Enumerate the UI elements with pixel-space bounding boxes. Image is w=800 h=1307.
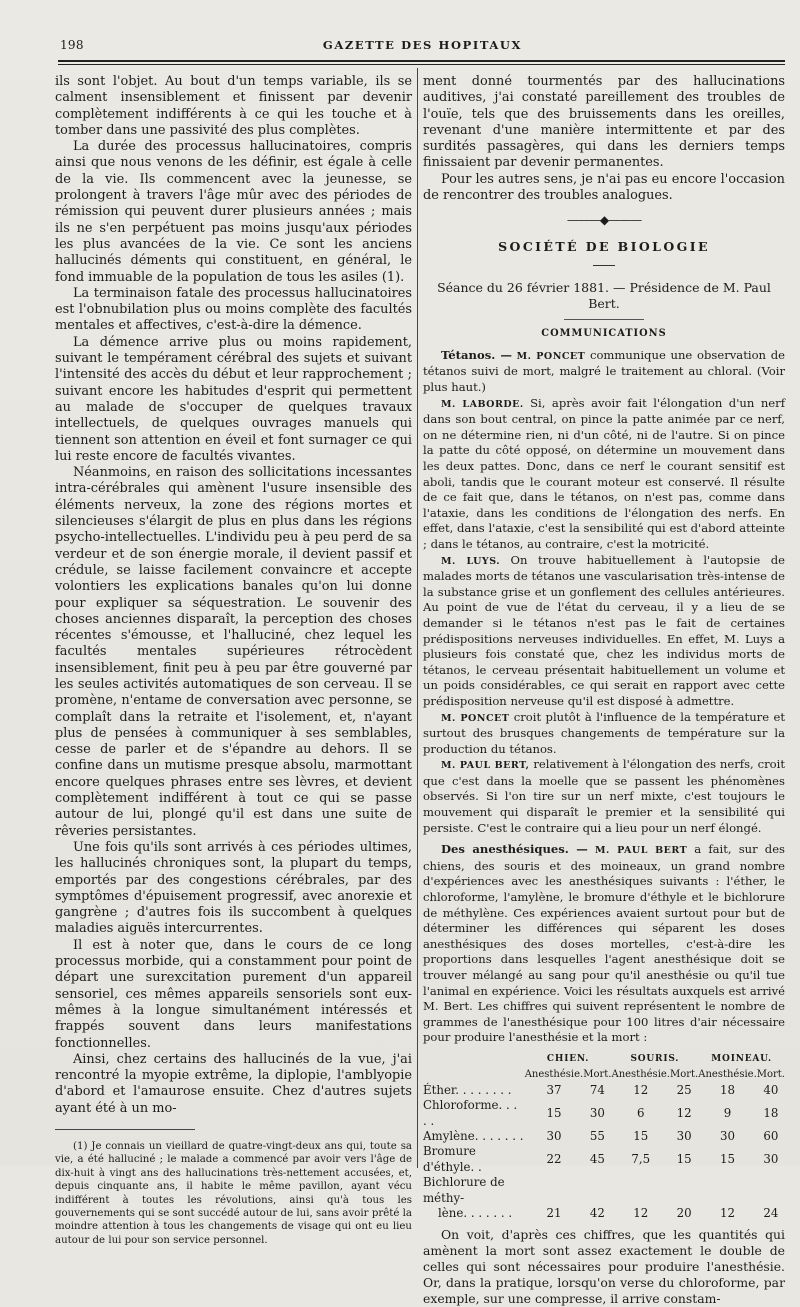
row-label: Bromure d'éthyle. .	[423, 1144, 482, 1174]
cell: 18	[763, 1105, 779, 1120]
right-column	[423, 74, 785, 1307]
speaker-name: M. PAUL BERT,	[441, 760, 530, 772]
report-text: Si, après avoir fait l'élongation d'un nerf dans son bout central, on pince la patte animée par ce nerf, on ne détermine rien, ni d'un côté, ni de l'autre. Si on pince la patte du côté opposé, on détermine un mouvement dans les deux pattes. Donc, dans ce nerf le courant sensitif est aboli, tandis que le courant moteur est conservé. Il résulte de ce fait que, dans le tétanos, on n'est pas, comme dans l'ataxie, dans les conditions de l'élongation des nerfs. En effet, dans l'ataxie, c'est la sensibilité qui est d'abord atteinte ; dans le tétanos, au contraire, c'est la motricité.	[423, 395, 785, 551]
page-header	[60, 38, 785, 60]
paragraph: La démence arrive plus ou moins rapidement, suivant le tempérament cérébral des sujets et suivant l'intensité des accès du début et leur rapprochement ; suivant encore les habitudes d'esprit qui permettent au malade de s'occuper de quelques travaux intellectuels, de quelques ouvrages manuels qui tiennent son attention en éveil et font surnager ce qui lui reste encore de facultés vivantes.	[55, 334, 412, 464]
column-separator	[417, 68, 418, 1168]
paragraph: Une fois qu'ils sont arrivés à ces périodes ultimes, les hallucinés chroniques sont, la plupart du temps, emportés par des congestions cérébrales, par des symptômes d'épuisement progressif, avec anorexie et gangrène ; d'autres fois ils succombent à quelques maladies aiguës intercurrentes.	[55, 839, 412, 937]
cell: 30	[589, 1105, 605, 1120]
cell: 55	[589, 1129, 605, 1144]
report-text: relativement à l'élongation des nerfs, croit que c'est dans la moelle que se passent les phénomènes observés. Si l'on tire sur un nerf mixte, c'est toujours le mouvement qui disparaît le premier et la sensibilité qui persiste. C'est le contraire qui a lieu pour un nerf élongé.	[423, 757, 786, 835]
header-rule-thin	[58, 64, 785, 65]
cell: 18	[719, 1082, 735, 1097]
journal-title: GAZETTE DES HOPITAUX	[322, 38, 523, 52]
table-row	[423, 1175, 785, 1206]
cell: 30	[763, 1152, 779, 1167]
column-header: Mort.	[669, 1069, 699, 1081]
report-text: croit plutôt à l'influence de la température et surtout des brusques changements de température sur la production du tétanos.	[423, 709, 786, 756]
cell: 30	[676, 1129, 692, 1144]
row-label: Chloroforme. . . . .	[423, 1098, 518, 1128]
speaker-name: M. PONCET	[516, 350, 586, 362]
cell: 37	[546, 1082, 562, 1097]
results-table	[423, 1052, 785, 1221]
row-label: Bichlorure de méthy-	[423, 1175, 505, 1205]
title-rule	[593, 265, 615, 266]
cell: 12	[633, 1206, 649, 1221]
paragraph: ment donné tourmentés par des hallucinations auditives, j'ai constaté pareillement des troubles de l'ouïe, tels que des bruissements dans les oreilles, revenant d'une manière intermittente et par des surdités passagères, qui dans les derniers temps finissaient par devenir permanentes.	[423, 74, 785, 171]
section-ornament: ———◆———	[566, 213, 642, 228]
paragraph: La terminaison fatale des processus hallucinatoires est l'obnubilation plus ou moins complète des facultés mentales et affectives, c'est-à-dire la démence.	[55, 285, 412, 334]
report-paragraph	[423, 710, 785, 758]
closing-paragraph: On voit, d'après ces chiffres, que les quantités qui amènent la mort sont assez exactement le double de celles qui sont nécessaires pour produire l'anesthésie. Or, dans la pratique, lorsqu'on verse du chloroforme, par exemple, sur une compresse, il arrive constam-	[423, 1227, 785, 1307]
report-paragraph	[423, 842, 785, 1046]
paragraph: La durée des processus hallucinatoires, compris ainsi que nous venons de les définir, est égale à celle de la vie. Ils commencent avec la jeunesse, se prolongent à travers l'âge mûr avec des périodes de rémission qui peuvent durer plusieurs années ; mais ils ne s'en perpétuent pas moins jusqu'aux périodes les plus avancées de la vie. Ce sont les anciens hallucinés déments qui constituent, en général, le fond immuable de la population de tous les asiles (1).	[55, 139, 412, 285]
paragraph: Ainsi, chez certains des hallucinés de la vue, j'ai rencontré la myopie extrême, la diplopie, l'amblyopie d'abord et l'amaurose ensuite. Chez d'autres sujets ayant été à un mo-	[55, 1051, 412, 1116]
cell: 15	[633, 1129, 649, 1144]
cell: 12	[633, 1082, 649, 1097]
cell: 30	[546, 1129, 562, 1144]
column-header: Anesthésie.	[611, 1069, 670, 1081]
page-number: 198	[60, 38, 84, 52]
left-column	[55, 74, 412, 1247]
cell: 22	[546, 1152, 562, 1167]
table-row	[423, 1083, 785, 1098]
cell: 7,5	[631, 1152, 651, 1167]
table-subheader-row	[423, 1067, 785, 1082]
report-lead: Des anesthésiques. —	[441, 842, 588, 857]
report-text: communique une observation de tétanos suivi de mort, malgré le traitement au chloral. (Voir plus haut.)	[423, 347, 786, 395]
table-group-row	[423, 1052, 785, 1067]
column-header: Mort.	[756, 1069, 785, 1081]
cell: 12	[676, 1105, 692, 1120]
cell: 60	[763, 1129, 779, 1144]
report-paragraph	[423, 553, 785, 710]
cell: 9	[723, 1105, 732, 1120]
report-lead: Tétanos. —	[441, 347, 512, 362]
cell: 12	[719, 1206, 735, 1221]
table-row	[423, 1129, 785, 1144]
cell: 15	[546, 1105, 562, 1120]
cell: 6	[636, 1105, 645, 1120]
paragraph: ils sont l'objet. Au bout d'un temps variable, ils se calment insensiblement et finissent par devenir complètement indifférents à ce qui les touche et à tomber dans une passivité des plus complètes.	[55, 74, 412, 138]
speaker-name: M. LUYS.	[441, 555, 501, 567]
cell: 30	[719, 1129, 735, 1144]
report-paragraph	[423, 396, 785, 553]
cell: 15	[719, 1152, 735, 1167]
column-header: Mort.	[583, 1069, 612, 1081]
cell: 20	[676, 1206, 692, 1221]
report-paragraph	[423, 757, 785, 836]
footnote-rule	[55, 1129, 195, 1130]
column-header: Anesthésie.	[698, 1069, 757, 1081]
seance-line: Séance du 26 février 1881. — Présidence de M. Paul Bert.	[437, 279, 771, 312]
report-paragraph	[423, 348, 785, 396]
report-text: On trouve habituellement à l'autopsie de malades morts de tétanos une vascularisation très-intense de la substance grise et un gonflement des cellules antérieures. Au point de vue de l'état du cerveau, il y a lieu de se demander si le tétanos n'est pas le fait de certaines prédispositions nerveuses individuelles. En effet, M. Luys a plusieurs fois constaté que, chez les individus morts de tétanos, le cerveau présentait habituellement un volume et un poids considérables, ce qui serait en rapport avec cette prédisposition nerveuse qu'il est disposé à admettre.	[423, 552, 785, 708]
table-row	[423, 1144, 785, 1175]
table-row	[423, 1206, 785, 1221]
cell: 40	[763, 1082, 779, 1097]
row-label: Amylène. . . . . . .	[423, 1129, 524, 1144]
cell: 15	[676, 1152, 692, 1167]
header-rule	[58, 60, 785, 62]
paragraph: Il est à noter que, dans le cours de ce long processus morbide, qui a constamment pour point de départ une surexcitation purement d'un appareil sensoriel, ces mêmes appareils sensoriels sont eux-mêmes à la longue simultanément intéressés et frappés souvent dans leurs manifestations fonctionnelles.	[55, 937, 412, 1051]
cell: 21	[546, 1206, 562, 1221]
column-header: Anesthésie.	[524, 1069, 584, 1081]
speaker-name: M. PAUL BERT	[595, 845, 688, 857]
cell: 74	[589, 1082, 605, 1097]
speaker-name: M. LABORDE.	[441, 398, 524, 410]
cell: 42	[589, 1206, 605, 1221]
row-label: Éther. . . . . . . .	[423, 1082, 512, 1097]
row-label: lène. . . . . . .	[423, 1206, 513, 1221]
paragraph: Néanmoins, en raison des sollicitations incessantes intra-cérébrales qui amènent l'usure insensible des éléments nerveux, la zone des régions mortes et silencieuses s'élargit de plus en plus dans les régions psycho-intellectuelles. L'individu peu à peu perd de sa verdeur et de son énergie morale, il devient passif et crédule, se laisse facilement convaincre et accepte volontiers les explications banales qu'on lui donne pour expliquer sa séquestration. Le souvenir des choses anciennes disparaît, la perception des choses récentes s'émousse, et l'halluciné, chez lequel les facultés mentales supérieures rétrocèdent insensiblement, finit peu à peu par être gouverné par les seules activités automatiques de son cerveau. Il se promène, n'entame de conversation avec personne, se complaît dans la retraite et l'isolement, et, n'ayant plus de pensées à communiquer à ses semblables, cesse de parler et de s'épandre au dehors. Il se confine dans un mutisme presque absolu, marmottant encore quelques phrases entre ses lèvres, et devient complètement indifférent à tout ce qui se passe autour de lui, plongé qu'il est dans une suite de rêveries persistantes.	[55, 465, 412, 839]
group-header: MOINEAU.	[711, 1053, 772, 1064]
speaker-name: M. PONCET	[441, 712, 510, 724]
communications-heading: COMMUNICATIONS	[541, 327, 667, 339]
table-row	[423, 1098, 785, 1129]
group-header: SOURIS.	[630, 1053, 680, 1064]
cell: 45	[589, 1152, 605, 1167]
paragraph: Pour les autres sens, je n'ai pas eu encore l'occasion de rencontrer des troubles analogues.	[423, 171, 785, 204]
seance-rule	[564, 319, 644, 320]
cell: 25	[676, 1082, 692, 1097]
group-header: CHIEN.	[546, 1053, 590, 1064]
report-text: a fait, sur des chiens, des souris et des moineaux, un grand nombre d'expériences avec les anesthésiques suivants : l'éther, le chloroforme, l'amylène, le bromure d'éthyle et le bichlorure de méthylène. Ces expériences avaient surtout pour but de déterminer les différences qui séparent les doses anesthésiques des doses mortelles, c'est-à-dire les proportions dans lesquelles l'agent anesthésique doit se trouver mélangé au sang pour qu'il anesthésie ou qu'il tue l'animal en expérience. Voici les résultats auxquels est arrivé M. Bert. Les chiffres qui suivent représentent le nombre de grammes de l'anesthésique pour 100 litres d'air nécessaire pour produire l'anesthésie et la mort :	[423, 842, 786, 1045]
society-title: SOCIÉTÉ DE BIOLOGIE	[498, 238, 710, 254]
cell: 24	[763, 1206, 779, 1221]
footnote: (1) Je connais un vieillard de quatre-vingt-deux ans qui, toute sa vie, a été halluciné ; le malade a commencé par avoir vers l'âge de dix-huit à vingt ans des hallucinations très-nettement accusées, et, depuis cinquante ans, il habite le même pavillon, ayant vécu indifférent à toutes les révolutions, ainsi qu'à tous les gouvernements qui se sont succédé autour de lui, sans avoir prêté la moindre attention à tous les changements de visage qui ont eu lieu autour de lui pour son service personnel.	[55, 1141, 412, 1246]
